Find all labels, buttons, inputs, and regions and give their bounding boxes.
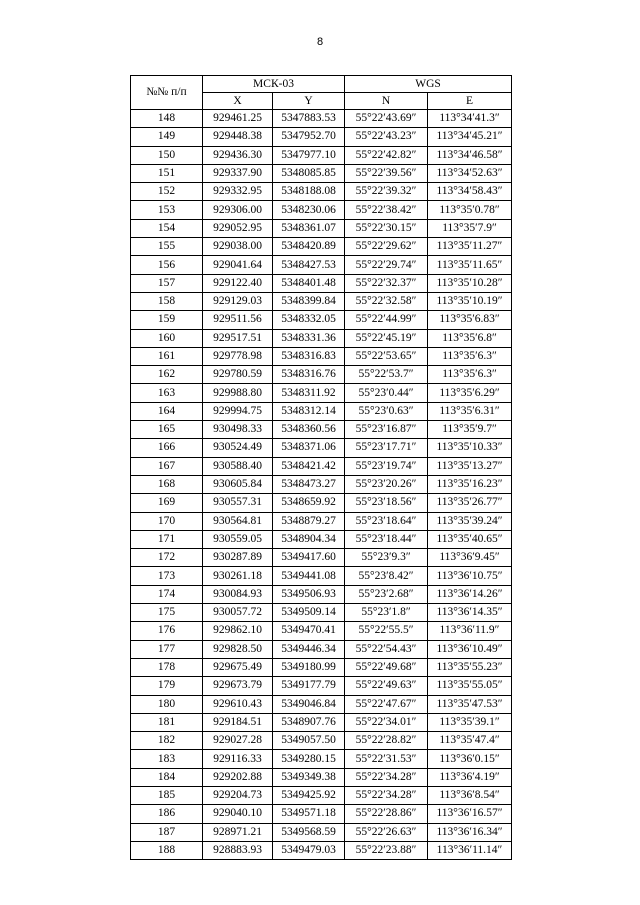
table-row [131,750,512,768]
n-cell: 55°22′28.86″ [345,805,428,823]
y-cell: 5348311.92 [273,384,345,402]
y-cell: 5347883.53 [273,110,345,128]
n-cell: 55°22′49.68″ [345,658,428,676]
x-cell: 930287.89 [203,549,273,567]
table-body [131,110,512,860]
table-row [131,164,512,182]
table-row [131,604,512,622]
x-cell: 929828.50 [203,640,273,658]
x-cell: 930564.81 [203,512,273,530]
e-cell: 113°35′6.29″ [428,384,512,402]
y-cell: 5349057.50 [273,732,345,750]
n-cell: 55°22′34.01″ [345,713,428,731]
y-cell: 5348316.76 [273,366,345,384]
n-cell: 55°22′32.58″ [345,292,428,310]
table-row [131,384,512,402]
e-cell: 113°35′6.83″ [428,311,512,329]
row-number-cell: 188 [131,841,203,859]
x-cell: 929332.95 [203,183,273,201]
row-number-cell: 161 [131,347,203,365]
e-cell: 113°35′26.77″ [428,494,512,512]
e-cell: 113°34′52.63″ [428,164,512,182]
table-row [131,292,512,310]
e-cell: 113°35′6.8″ [428,329,512,347]
e-cell: 113°35′39.1″ [428,713,512,731]
y-cell: 5348360.56 [273,421,345,439]
row-number-cell: 182 [131,732,203,750]
row-number-cell: 176 [131,622,203,640]
n-cell: 55°22′53.65″ [345,347,428,365]
table-row [131,238,512,256]
y-cell: 5348188.08 [273,183,345,201]
x-cell: 929988.80 [203,384,273,402]
table-row [131,128,512,146]
e-cell: 113°34′41.3″ [428,110,512,128]
row-number-cell: 185 [131,786,203,804]
x-cell: 929517.51 [203,329,273,347]
e-cell: 113°36′10.49″ [428,640,512,658]
row-number-cell: 179 [131,677,203,695]
table-row [131,512,512,530]
e-cell: 113°35′13.27″ [428,457,512,475]
table-row [131,786,512,804]
y-cell: 5348316.83 [273,347,345,365]
y-cell: 5349280.15 [273,750,345,768]
y-cell: 5348421.42 [273,457,345,475]
y-cell: 5349417.60 [273,549,345,567]
row-number-cell: 170 [131,512,203,530]
table-row [131,622,512,640]
x-cell: 929778.98 [203,347,273,365]
table-row [131,274,512,292]
n-cell: 55°22′44.99″ [345,311,428,329]
y-cell: 5349177.79 [273,677,345,695]
e-cell: 113°35′47.4″ [428,732,512,750]
row-number-cell: 165 [131,421,203,439]
x-cell: 930498.33 [203,421,273,439]
e-cell: 113°36′4.19″ [428,768,512,786]
n-cell: 55°23′1.8″ [345,604,428,622]
e-cell: 113°35′11.65″ [428,256,512,274]
e-cell: 113°34′58.43″ [428,183,512,201]
n-cell: 55°23′0.63″ [345,402,428,420]
y-cell: 5348473.27 [273,475,345,493]
x-cell: 930057.72 [203,604,273,622]
row-number-cell: 163 [131,384,203,402]
n-cell: 55°22′45.19″ [345,329,428,347]
table-row [131,457,512,475]
n-cell: 55°22′54.43″ [345,640,428,658]
table-row [131,402,512,420]
y-cell: 5348361.07 [273,219,345,237]
y-cell: 5348312.14 [273,402,345,420]
e-cell: 113°35′55.05″ [428,677,512,695]
row-number-cell: 151 [131,164,203,182]
y-cell: 5349470.41 [273,622,345,640]
n-cell: 55°23′17.71″ [345,439,428,457]
n-cell: 55°22′31.53″ [345,750,428,768]
n-cell: 55°22′39.32″ [345,183,428,201]
e-cell: 113°36′14.26″ [428,585,512,603]
y-cell: 5347977.10 [273,146,345,164]
n-cell: 55°22′34.28″ [345,768,428,786]
n-cell: 55°22′42.82″ [345,146,428,164]
x-cell: 930559.05 [203,530,273,548]
table-row [131,183,512,201]
y-cell: 5349441.08 [273,567,345,585]
n-cell: 55°22′43.23″ [345,128,428,146]
e-cell: 113°35′7.9″ [428,219,512,237]
table-row [131,549,512,567]
e-cell: 113°35′40.65″ [428,530,512,548]
x-cell: 929780.59 [203,366,273,384]
n-cell: 55°23′19.74″ [345,457,428,475]
header-n: N [345,93,428,110]
table-row [131,713,512,731]
header-x: X [203,93,273,110]
e-cell: 113°36′11.14″ [428,841,512,859]
n-cell: 55°23′20.26″ [345,475,428,493]
n-cell: 55°22′49.63″ [345,677,428,695]
row-number-cell: 158 [131,292,203,310]
x-cell: 929204.73 [203,786,273,804]
y-cell: 5349509.14 [273,604,345,622]
e-cell: 113°36′10.75″ [428,567,512,585]
table-row [131,110,512,128]
table-row [131,347,512,365]
table-row [131,640,512,658]
e-cell: 113°36′8.54″ [428,786,512,804]
n-cell: 55°23′18.64″ [345,512,428,530]
table-row [131,732,512,750]
row-number-cell: 174 [131,585,203,603]
table-row [131,805,512,823]
table-row [131,695,512,713]
row-number-cell: 152 [131,183,203,201]
x-cell: 929116.33 [203,750,273,768]
y-cell: 5348659.92 [273,494,345,512]
y-cell: 5349571.18 [273,805,345,823]
y-cell: 5349506.93 [273,585,345,603]
y-cell: 5348904.34 [273,530,345,548]
table-row [131,585,512,603]
x-cell: 930557.31 [203,494,273,512]
x-cell: 929129.03 [203,292,273,310]
y-cell: 5349180.99 [273,658,345,676]
e-cell: 113°34′46.58″ [428,146,512,164]
table-row [131,823,512,841]
x-cell: 929184.51 [203,713,273,731]
x-cell: 929027.28 [203,732,273,750]
row-number-cell: 164 [131,402,203,420]
n-cell: 55°22′23.88″ [345,841,428,859]
x-cell: 928883.93 [203,841,273,859]
row-number-cell: 171 [131,530,203,548]
n-cell: 55°23′2.68″ [345,585,428,603]
x-cell: 929673.79 [203,677,273,695]
row-number-cell: 186 [131,805,203,823]
table-row [131,475,512,493]
row-number-cell: 166 [131,439,203,457]
row-number-cell: 153 [131,201,203,219]
table-row [131,567,512,585]
row-number-cell: 157 [131,274,203,292]
row-number-cell: 154 [131,219,203,237]
coordinates-table [130,75,512,860]
x-cell: 929038.00 [203,238,273,256]
e-cell: 113°35′39.24″ [428,512,512,530]
row-number-cell: 148 [131,110,203,128]
row-number-cell: 150 [131,146,203,164]
e-cell: 113°34′45.21″ [428,128,512,146]
n-cell: 55°22′39.56″ [345,164,428,182]
n-cell: 55°23′0.44″ [345,384,428,402]
x-cell: 929122.40 [203,274,273,292]
n-cell: 55°23′16.87″ [345,421,428,439]
n-cell: 55°23′9.3″ [345,549,428,567]
row-number-cell: 160 [131,329,203,347]
row-number-cell: 183 [131,750,203,768]
y-cell: 5348085.85 [273,164,345,182]
header-msk03: МСК-03 [203,76,345,93]
y-cell: 5348420.89 [273,238,345,256]
row-number-cell: 177 [131,640,203,658]
table-row [131,530,512,548]
row-number-cell: 180 [131,695,203,713]
n-cell: 55°22′30.15″ [345,219,428,237]
row-number-cell: 155 [131,238,203,256]
n-cell: 55°23′18.44″ [345,530,428,548]
e-cell: 113°35′0.78″ [428,201,512,219]
y-cell: 5349446.34 [273,640,345,658]
page-number: 8 [316,36,324,48]
header-wgs: WGS [345,76,512,93]
header-row-number: №№ п/п [131,76,203,110]
header-e: E [428,93,512,110]
row-number-cell: 187 [131,823,203,841]
e-cell: 113°35′16.23″ [428,475,512,493]
row-number-cell: 159 [131,311,203,329]
table-row [131,768,512,786]
x-cell: 929052.95 [203,219,273,237]
x-cell: 930524.49 [203,439,273,457]
x-cell: 929511.56 [203,311,273,329]
e-cell: 113°35′9.7″ [428,421,512,439]
x-cell: 929994.75 [203,402,273,420]
x-cell: 930588.40 [203,457,273,475]
x-cell: 930261.18 [203,567,273,585]
e-cell: 113°36′16.57″ [428,805,512,823]
x-cell: 929306.00 [203,201,273,219]
n-cell: 55°23′18.56″ [345,494,428,512]
x-cell: 929337.90 [203,164,273,182]
table-row [131,201,512,219]
n-cell: 55°22′26.63″ [345,823,428,841]
table-row [131,439,512,457]
e-cell: 113°35′10.19″ [428,292,512,310]
e-cell: 113°36′14.35″ [428,604,512,622]
n-cell: 55°22′55.5″ [345,622,428,640]
e-cell: 113°35′10.28″ [428,274,512,292]
table-row [131,677,512,695]
e-cell: 113°35′47.53″ [428,695,512,713]
x-cell: 929041.64 [203,256,273,274]
x-cell: 929675.49 [203,658,273,676]
y-cell: 5348401.48 [273,274,345,292]
e-cell: 113°36′16.34″ [428,823,512,841]
e-cell: 113°36′0.15″ [428,750,512,768]
n-cell: 55°23′8.42″ [345,567,428,585]
e-cell: 113°35′6.31″ [428,402,512,420]
row-number-cell: 173 [131,567,203,585]
table-row [131,146,512,164]
row-number-cell: 167 [131,457,203,475]
row-number-cell: 175 [131,604,203,622]
n-cell: 55°22′32.37″ [345,274,428,292]
n-cell: 55°22′29.62″ [345,238,428,256]
y-cell: 5348399.84 [273,292,345,310]
table-row [131,841,512,859]
x-cell: 929040.10 [203,805,273,823]
table-row [131,366,512,384]
y-cell: 5348230.06 [273,201,345,219]
n-cell: 55°22′47.67″ [345,695,428,713]
table-row [131,311,512,329]
table-row [131,219,512,237]
e-cell: 113°36′9.45″ [428,549,512,567]
e-cell: 113°35′10.33″ [428,439,512,457]
n-cell: 55°22′53.7″ [345,366,428,384]
e-cell: 113°35′6.3″ [428,366,512,384]
y-cell: 5348371.06 [273,439,345,457]
row-number-cell: 149 [131,128,203,146]
x-cell: 929448.38 [203,128,273,146]
x-cell: 929202.88 [203,768,273,786]
row-number-cell: 168 [131,475,203,493]
y-cell: 5348332.05 [273,311,345,329]
y-cell: 5347952.70 [273,128,345,146]
n-cell: 55°22′38.42″ [345,201,428,219]
n-cell: 55°22′34.28″ [345,786,428,804]
row-number-cell: 184 [131,768,203,786]
header-y: Y [273,93,345,110]
table-row [131,256,512,274]
row-number-cell: 169 [131,494,203,512]
row-number-cell: 162 [131,366,203,384]
row-number-cell: 178 [131,658,203,676]
n-cell: 55°22′28.82″ [345,732,428,750]
e-cell: 113°35′11.27″ [428,238,512,256]
y-cell: 5348331.36 [273,329,345,347]
y-cell: 5348907.76 [273,713,345,731]
e-cell: 113°36′11.9″ [428,622,512,640]
row-number-cell: 156 [131,256,203,274]
x-cell: 929862.10 [203,622,273,640]
row-number-cell: 172 [131,549,203,567]
y-cell: 5349479.03 [273,841,345,859]
row-number-cell: 181 [131,713,203,731]
e-cell: 113°35′55.23″ [428,658,512,676]
y-cell: 5349425.92 [273,786,345,804]
x-cell: 928971.21 [203,823,273,841]
y-cell: 5349349.38 [273,768,345,786]
e-cell: 113°35′6.3″ [428,347,512,365]
n-cell: 55°22′29.74″ [345,256,428,274]
n-cell: 55°22′43.69″ [345,110,428,128]
table-row [131,421,512,439]
x-cell: 930605.84 [203,475,273,493]
y-cell: 5349568.59 [273,823,345,841]
table-row [131,494,512,512]
y-cell: 5348427.53 [273,256,345,274]
table-row [131,329,512,347]
x-cell: 929610.43 [203,695,273,713]
x-cell: 930084.93 [203,585,273,603]
table-row [131,658,512,676]
x-cell: 929436.30 [203,146,273,164]
y-cell: 5348879.27 [273,512,345,530]
x-cell: 929461.25 [203,110,273,128]
y-cell: 5349046.84 [273,695,345,713]
